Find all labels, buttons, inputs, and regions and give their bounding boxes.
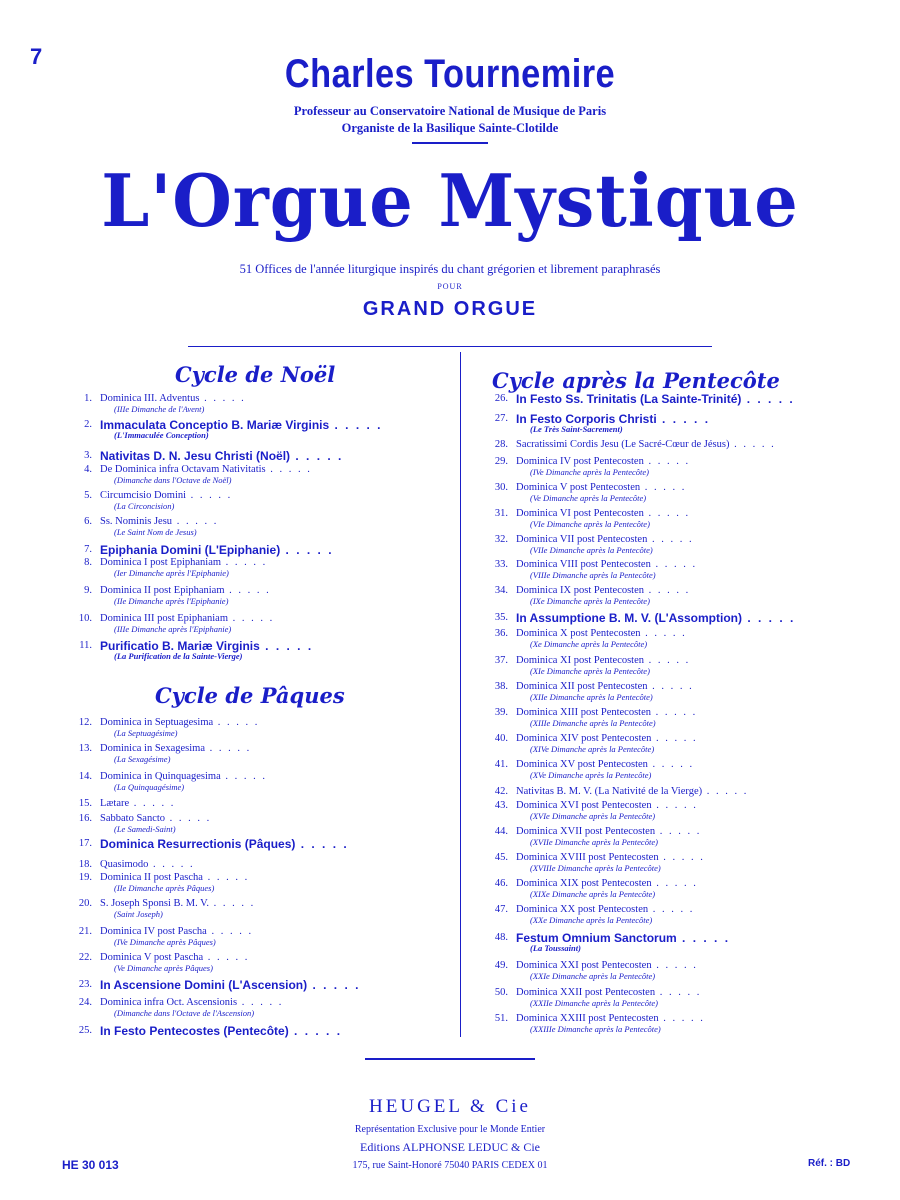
- entry-french-note: (IXe Dimanche après la Pentecôte): [530, 596, 650, 606]
- column-divider: [460, 352, 461, 1037]
- entry-title-text: Purificatio B. Mariæ Virginis: [100, 639, 260, 653]
- entry-title-text: Dominica IX post Pentecosten: [516, 585, 645, 596]
- bottom-divider: [365, 1058, 535, 1060]
- entry-title-text: Dominica III. Adventus: [100, 393, 200, 404]
- leader-dots: . . . . .: [651, 960, 698, 971]
- entry-title-text: Dominica VII post Pentecosten: [516, 534, 648, 545]
- composer-title-2: Organiste de la Basilique Sainte-Clotilde: [341, 121, 559, 135]
- entry-number: 13.: [78, 743, 92, 754]
- entry-title-text: In Ascensione Domini (L'Ascension): [100, 978, 308, 992]
- publisher-address: 175, rue Saint-Honoré 75040 PARIS CEDEX 01: [352, 1160, 548, 1171]
- entry-title-text: Dominica II post Epiphaniam: [100, 585, 225, 596]
- entry-number: 40.: [494, 733, 508, 744]
- entry-number: 47.: [494, 904, 508, 915]
- leader-dots: . . . . .: [213, 717, 260, 728]
- entry-french-note: (Ve Dimanche après Pâques): [114, 963, 213, 973]
- entry-french-note: (XXIIe Dimanche après la Pentecôte): [530, 998, 658, 1008]
- entry-title-text: Dominica XVIII post Pentecosten: [516, 852, 659, 863]
- leader-dots: . . . . .: [741, 611, 796, 625]
- entry-number: 33.: [494, 559, 508, 570]
- entry-title-text: Dominica XVI post Pentecosten: [516, 800, 652, 811]
- leader-dots: . . . . .: [651, 800, 698, 811]
- entry-french-note: (XIXe Dimanche après la Pentecôte): [530, 889, 656, 899]
- entry-number: 17.: [78, 838, 92, 849]
- entry-number: 9.: [84, 585, 92, 596]
- leader-dots: . . . . .: [655, 987, 702, 998]
- entry-french-note: (VIIe Dimanche après la Pentecôte): [530, 545, 653, 555]
- entry-title-text: Dominica II post Pascha: [100, 872, 203, 883]
- leader-dots: . . . . .: [655, 826, 702, 837]
- entry-french-note: (La Purification de la Sainte-Vierge): [114, 651, 243, 661]
- leader-dots: . . . . .: [729, 439, 776, 450]
- entry-french-note: (Dimanche dans l'Octave de l'Ascension): [114, 1008, 255, 1018]
- leader-dots: . . . . .: [129, 798, 176, 809]
- entry-number: 36.: [494, 628, 508, 639]
- entry-french-note: (La Septuagésime): [114, 728, 178, 738]
- entry-french-note: (IVe Dimanche après Pâques): [114, 937, 216, 947]
- leader-dots: . . . . .: [204, 743, 252, 754]
- entry-number: 4.: [84, 464, 92, 475]
- leader-dots: . . . . .: [206, 926, 254, 937]
- leader-dots: . . . . .: [640, 628, 687, 639]
- leader-dots: . . . . .: [148, 859, 195, 870]
- leader-dots: . . . . .: [224, 585, 271, 596]
- entry-french-note: (XIVe Dimanche après la Pentecôte): [530, 744, 655, 754]
- entry-title-text: Dominica I post Epiphaniam: [100, 557, 222, 568]
- leader-dots: . . . . .: [290, 449, 344, 463]
- entry-french-note: (VIIIe Dimanche après la Pentecôte): [530, 570, 656, 580]
- entry-title-text: Dominica XIII post Pentecosten: [516, 707, 652, 718]
- entry-number: 11.: [79, 640, 92, 651]
- entry-title-text: Dominica XXI post Pentecosten: [516, 960, 652, 971]
- composer-title-1: Professeur au Conservatoire National de Musique de Paris: [293, 104, 607, 118]
- top-divider: [188, 346, 712, 347]
- leader-dots: . . . . .: [209, 898, 256, 909]
- entry-title-text: Dominica XX post Pentecosten: [516, 904, 649, 915]
- entry-french-note: (XXIIIe Dimanche après la Pentecôte): [530, 1024, 661, 1034]
- entry-number: 18.: [78, 859, 92, 870]
- cycle-paques-heading: Cycle de Pâques: [155, 683, 345, 708]
- instrument-label: GRAND ORGUE: [362, 298, 538, 320]
- entry-number: 6.: [84, 516, 92, 527]
- entry-title-text: In Festo Corporis Christi: [516, 412, 657, 426]
- leader-dots: . . . . .: [288, 1024, 343, 1038]
- entry-number: 3.: [84, 450, 92, 461]
- entry-number: 49.: [494, 960, 508, 971]
- entry-number: 22.: [78, 952, 92, 963]
- entry-title-text: Quasimodo: [100, 859, 149, 870]
- leader-dots: . . . . .: [644, 655, 691, 666]
- entry-number: 35.: [494, 612, 508, 623]
- leader-dots: . . . . .: [647, 759, 695, 770]
- entry-title: [100, 798, 175, 810]
- entry-french-note: (Le Très Saint-Sacrement): [530, 424, 623, 434]
- entry-french-note: (Ve Dimanche après la Pentecôte): [530, 493, 647, 503]
- entry-title-text: Dominica XXIII post Pentecosten: [516, 1013, 659, 1024]
- reference-code: Réf. : BD: [808, 1158, 851, 1169]
- entry-title-text: Dominica in Quinquagesima: [100, 771, 221, 782]
- entry-title-text: Dominica infra Oct. Ascensionis: [100, 997, 238, 1008]
- entry-title-text: Dominica VIII post Pentecosten: [516, 559, 651, 570]
- leader-dots: . . . . .: [651, 733, 698, 744]
- entry-title-text: Circumcisio Domini: [100, 490, 187, 501]
- entry-french-note: (XVIe Dimanche après la Pentecôte): [530, 811, 656, 821]
- entry-number: 19.: [78, 872, 92, 883]
- leader-dots: . . . . .: [640, 482, 687, 493]
- entry-title: [516, 612, 795, 624]
- entry-title: [100, 450, 343, 462]
- entry-title: [516, 393, 795, 405]
- entry-french-note: (La Quinquagésime): [114, 782, 185, 792]
- cycle-noel-heading: Cycle de Noël: [175, 362, 336, 387]
- leader-dots: . . . . .: [651, 878, 698, 889]
- leader-dots: . . . . .: [658, 1013, 705, 1024]
- leader-dots: . . . . .: [643, 456, 691, 467]
- entry-french-note: (IIIe Dimanche de l'Avent): [114, 404, 205, 414]
- entry-number: 21.: [78, 926, 92, 937]
- entry-number: 28.: [494, 439, 508, 450]
- entry-title: [516, 439, 776, 451]
- entry-title-text: Dominica X post Pentecosten: [516, 628, 641, 639]
- entry-title: [100, 979, 360, 991]
- entry-number: 5.: [84, 490, 92, 501]
- entry-french-note: (Xe Dimanche après la Pentecôte): [530, 639, 648, 649]
- entry-title-text: Dominica XVII post Pentecosten: [516, 826, 656, 837]
- leader-dots: . . . . .: [702, 786, 749, 797]
- leader-dots: . . . . .: [648, 904, 695, 915]
- entry-title-text: Dominica XII post Pentecosten: [516, 681, 648, 692]
- leader-dots: . . . . .: [650, 559, 698, 570]
- entry-french-note: (Le Saint Nom de Jesus): [114, 527, 197, 537]
- entry-number: 29.: [494, 456, 508, 467]
- entry-number: 44.: [494, 826, 508, 837]
- leader-dots: . . . . .: [228, 613, 275, 624]
- entry-title: [100, 1025, 342, 1037]
- entry-title-text: Ss. Nominis Jesu: [100, 516, 173, 527]
- entry-number: 26.: [494, 393, 508, 404]
- leader-dots: . . . . .: [221, 557, 268, 568]
- entry-french-note: (Dimanche dans l'Octave de Noël): [114, 475, 232, 485]
- entry-french-note: (IIe Dimanche après l'Epiphanie): [114, 596, 229, 606]
- entry-title-text: Sabbato Sancto: [100, 813, 166, 824]
- entry-number: 43.: [494, 800, 508, 811]
- leader-dots: . . . . .: [647, 681, 694, 692]
- entry-number: 37.: [494, 655, 508, 666]
- ornament-divider: [412, 142, 488, 144]
- entry-french-note: (Ier Dimanche après l'Epiphanie): [114, 568, 229, 578]
- entry-french-note: (XVIIe Dimanche après la Pentecôte): [530, 837, 658, 847]
- leader-dots: . . . . .: [643, 508, 691, 519]
- leader-dots: . . . . .: [237, 997, 284, 1008]
- entry-title-text: Dominica IV post Pascha: [100, 926, 207, 937]
- entry-title: [100, 859, 195, 871]
- entry-number: 32.: [494, 534, 508, 545]
- entry-title-text: Dominica in Septuagesima: [100, 717, 214, 728]
- entry-number: 10.: [78, 613, 92, 624]
- entry-number: 38.: [494, 681, 508, 692]
- work-description: 51 Offices de l'année liturgique inspirés du chant grégorien et librement paraphrasés: [239, 262, 661, 276]
- entry-number: 48.: [494, 932, 508, 943]
- entry-title-text: Dominica XV post Pentecosten: [516, 759, 648, 770]
- leader-dots: . . . . .: [329, 418, 383, 432]
- entry-french-note: (XIIe Dimanche après la Pentecôte): [530, 692, 653, 702]
- entry-french-note: (XVIIIe Dimanche après la Pentecôte): [530, 863, 661, 873]
- entry-number: 50.: [494, 987, 508, 998]
- leader-dots: . . . . .: [199, 393, 246, 404]
- catalog-number: HE 30 013: [62, 1158, 119, 1172]
- entry-title-text: Dominica VI post Pentecosten: [516, 508, 644, 519]
- entry-number: 24.: [78, 997, 92, 1008]
- leader-dots: . . . . .: [676, 931, 731, 945]
- entry-number: 8.: [84, 557, 92, 568]
- entry-french-note: (XXIe Dimanche après la Pentecôte): [530, 971, 656, 981]
- entry-title-text: Dominica III post Epiphaniam: [100, 613, 229, 624]
- publisher-name: HEUGEL & Cie: [369, 1096, 531, 1117]
- entry-title-text: Festum Omnium Sanctorum: [516, 931, 677, 945]
- entry-title-text: Nativitas D. N. Jesu Christi (Noël): [100, 449, 291, 463]
- entry-title-text: In Festo Ss. Trinitatis (La Sainte-Trinité): [516, 392, 742, 406]
- entry-title-text: Nativitas B. M. V. (La Nativité de la Vierge): [516, 786, 703, 797]
- entry-number: 12.: [78, 717, 92, 728]
- entry-french-note: (Saint Joseph): [114, 909, 163, 919]
- entry-number: 7.: [84, 544, 92, 555]
- work-title: L'Orgue Mystique: [101, 158, 799, 243]
- leader-dots: . . . . .: [186, 490, 233, 501]
- leader-dots: . . . . .: [202, 872, 250, 883]
- entry-number: 1.: [84, 393, 92, 404]
- entry-number: 15.: [78, 798, 92, 809]
- entry-number: 27.: [494, 413, 508, 424]
- entry-title: [100, 838, 349, 850]
- leader-dots: . . . . .: [295, 837, 349, 851]
- entry-number: 41.: [494, 759, 508, 770]
- entry-french-note: (L'Immaculée Conception): [114, 430, 209, 440]
- entry-title-text: Sacratissimi Cordis Jesu (Le Sacré-Cœur de Jésus): [516, 439, 730, 450]
- entry-number: 46.: [494, 878, 508, 889]
- publisher-rights: Représentation Exclusive pour le Monde Entier: [354, 1124, 546, 1135]
- entry-title-text: Dominica in Sexagesima: [100, 743, 205, 754]
- pour-label: POUR: [437, 282, 463, 291]
- entry-french-note: (XXe Dimanche après la Pentecôte): [530, 915, 653, 925]
- page-number: 7: [30, 44, 43, 69]
- entry-french-note: (La Circoncision): [114, 501, 175, 511]
- entry-number: 39.: [494, 707, 508, 718]
- publisher-editions: Editions ALPHONSE LEDUC & Cie: [359, 1140, 540, 1154]
- leader-dots: . . . . .: [203, 952, 250, 963]
- entry-title-text: Dominica XI post Pentecosten: [516, 655, 645, 666]
- entry-title-text: Dominica V post Pascha: [100, 952, 204, 963]
- entry-french-note: (IIIe Dimanche après l'Epiphanie): [114, 624, 232, 634]
- entry-number: 31.: [494, 508, 508, 519]
- leader-dots: . . . . .: [259, 639, 314, 653]
- entry-number: 45.: [494, 852, 508, 863]
- entry-title: [100, 544, 334, 556]
- leader-dots: . . . . .: [172, 516, 219, 527]
- entry-number: 14.: [78, 771, 92, 782]
- entry-title-text: In Assumptione B. M. V. (L'Assomption): [516, 611, 742, 625]
- entry-title-text: Immaculata Conceptio B. Mariæ Virginis: [100, 418, 330, 432]
- entry-number: 42.: [494, 786, 508, 797]
- leader-dots: . . . . .: [651, 707, 698, 718]
- entry-number: 30.: [494, 482, 508, 493]
- entry-title-text: In Festo Pentecostes (Pentecôte): [100, 1024, 289, 1038]
- leader-dots: . . . . .: [741, 392, 795, 406]
- entry-title: [516, 786, 748, 798]
- entry-number: 16.: [78, 813, 92, 824]
- entry-french-note: (IVe Dimanche après la Pentecôte): [530, 467, 649, 477]
- entry-french-note: (Le Samedi-Saint): [114, 824, 176, 834]
- entry-french-note: (La Toussaint): [530, 943, 581, 953]
- entry-title-text: Dominica XIX post Pentecosten: [516, 878, 652, 889]
- entry-number: 2.: [84, 419, 92, 430]
- entry-title-text: Epiphania Domini (L'Epiphanie): [100, 543, 281, 557]
- entry-title-text: De Dominica infra Octavam Nativitatis: [100, 464, 266, 475]
- entry-french-note: (La Sexagésime): [114, 754, 171, 764]
- leader-dots: . . . . .: [220, 771, 267, 782]
- entry-french-note: (IIe Dimanche après Pâques): [114, 883, 215, 893]
- entry-french-note: (XIIIe Dimanche après la Pentecôte): [530, 718, 656, 728]
- entry-title-text: S. Joseph Sponsi B. M. V.: [100, 898, 210, 909]
- leader-dots: . . . . .: [647, 534, 694, 545]
- entry-title-text: Dominica V post Pentecosten: [516, 482, 641, 493]
- leader-dots: . . . . .: [644, 585, 691, 596]
- entry-title-text: Dominica XIV post Pentecosten: [516, 733, 652, 744]
- entry-french-note: (VIe Dimanche après la Pentecôte): [530, 519, 650, 529]
- entry-number: 23.: [78, 979, 92, 990]
- entry-number: 25.: [78, 1025, 92, 1036]
- entry-title-text: Dominica XXII post Pentecosten: [516, 987, 656, 998]
- leader-dots: . . . . .: [658, 852, 705, 863]
- entry-french-note: (XVe Dimanche après la Pentecôte): [530, 770, 652, 780]
- leader-dots: . . . . .: [265, 464, 312, 475]
- entry-title-text: Lætare: [100, 798, 130, 809]
- cycle-pentecote-heading: Cycle après la Pentecôte: [492, 368, 780, 393]
- entry-title-text: Dominica Resurrectionis (Pâques): [100, 837, 296, 851]
- entry-title-text: Dominica IV post Pentecosten: [516, 456, 644, 467]
- entry-number: 20.: [78, 898, 92, 909]
- leader-dots: . . . . .: [307, 978, 361, 992]
- leader-dots: . . . . .: [165, 813, 212, 824]
- leader-dots: . . . . .: [656, 412, 711, 426]
- leader-dots: . . . . .: [280, 543, 334, 557]
- entry-french-note: (XIe Dimanche après la Pentecôte): [530, 666, 650, 676]
- entry-number: 51.: [494, 1013, 508, 1024]
- entry-number: 34.: [494, 585, 508, 596]
- composer-name: Charles Tournemire: [284, 52, 616, 96]
